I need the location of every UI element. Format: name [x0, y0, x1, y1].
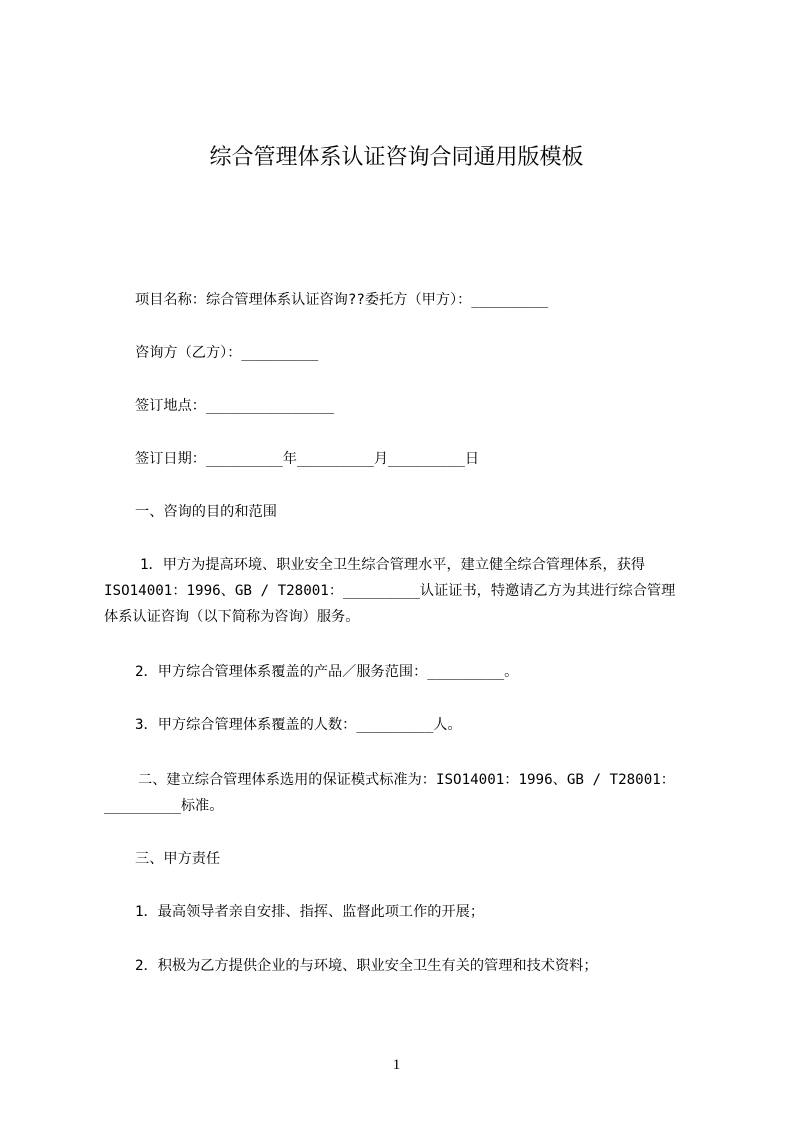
signing-place-line: 签订地点：_______________	[135, 398, 335, 414]
signing-date-line: 签订日期：_________年_________月_________日	[135, 451, 480, 467]
section3-item1: 1．最高领导者亲自安排、指挥、监督此项工作的开展；	[135, 904, 485, 920]
section1-item1-line1: 1．甲方为提高环境、职业安全卫生综合管理水平，建立健全综合管理体系，获得	[140, 557, 646, 573]
consultant-line: 咨询方（乙方）：_________	[135, 345, 319, 361]
section2-line1: 二、建立综合管理体系选用的保证模式标准为：ISO14001：1996、GB / T28001：	[138, 772, 675, 788]
section1-heading: 一、咨询的目的和范围	[135, 504, 277, 520]
section1-item2: 2．甲方综合管理体系覆盖的产品／服务范围：_________。	[135, 664, 519, 680]
page-number: 1	[392, 1057, 401, 1073]
section3-item2: 2．积极为乙方提供企业的与环境、职业安全卫生有关的管理和技术资料；	[135, 958, 598, 974]
section1-item1-line3: 体系认证咨询（以下简称为咨询）服务。	[104, 609, 360, 625]
section2-line2: _________标准。	[104, 798, 224, 814]
section1-item3: 3．甲方综合管理体系覆盖的人数：_________人。	[135, 717, 462, 733]
section3-heading: 三、甲方责任	[135, 851, 221, 867]
document-title: 综合管理体系认证咨询合同通用版模板	[209, 145, 584, 170]
project-name-line: 项目名称：综合管理体系认证咨询??委托方（甲方）：_________	[135, 292, 549, 308]
section1-item1-line2: ISO14001：1996、GB / T28001：_________认证证书，特邀请乙方为其进行综合管理	[104, 583, 676, 599]
